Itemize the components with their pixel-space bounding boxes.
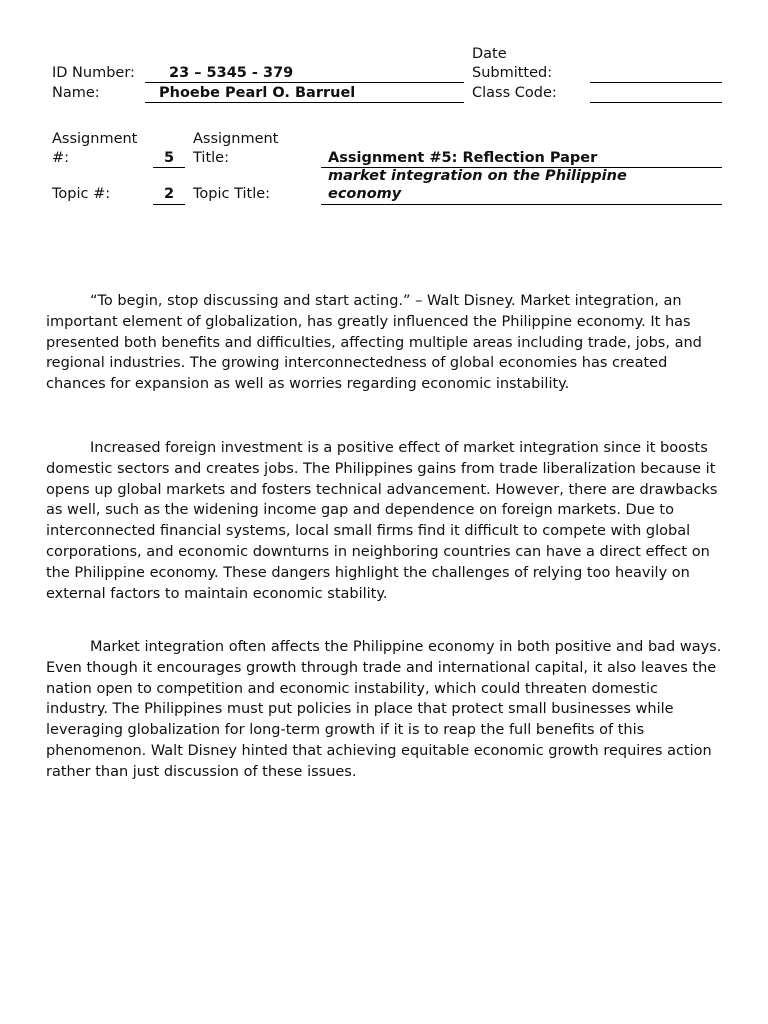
name-underline xyxy=(145,102,464,103)
body-paragraph-2: Increased foreign investment is a positive effect of market integration since it boosts domestic sectors and creates jobs. The Philippines gains from trade liberalization because it opens up global markets and fosters technical advancement. However, there are drawbacks as well, such as the widening income gap and dependence on foreign markets. Due to interconnected financial systems, local small firms find it difficult to compete with global corporations, and economic downturns in neighboring countries can have a direct effect on the Philippine economy. These dangers highlight the challenges of relying too heavily on external factors to maintain economic stability. xyxy=(46,440,718,602)
class-code-underline xyxy=(590,102,722,103)
assignment-title-value: Assignment #5: Reflection Paper xyxy=(328,150,598,166)
assignment-number-label-line-1: Assignment xyxy=(52,131,138,147)
topic-title-value xyxy=(328,167,627,203)
date-label-line-2: Submitted: xyxy=(472,65,553,81)
assignment-number-label-line-2: #: xyxy=(52,150,70,166)
topic-title-underline xyxy=(321,204,722,205)
assignment-title-label-line-2: Title: xyxy=(193,150,229,166)
name-value: Phoebe Pearl O. Barruel xyxy=(159,85,356,101)
id-number-underline xyxy=(145,82,464,83)
date-submitted-underline xyxy=(590,82,722,83)
assignment-title-label xyxy=(193,130,278,168)
topic-title-line-1: market integration on the Philippine xyxy=(328,168,627,184)
assignment-title-label-line-1: Assignment xyxy=(193,131,279,147)
topic-number-value: 2 xyxy=(163,186,175,202)
topic-title-label: Topic Title: xyxy=(193,186,271,202)
body-paragraph-1: “To begin, stop discussing and start acting.” – Walt Disney. Market integration, an important element of globalization, has greatly influenced the Philippine economy. It has presented both benefits and difficulties, affecting multiple areas including trade, jobs, and regional industries. The growing interconnectedness of global economies has created chances for expansion as well as worries regarding economic instability. xyxy=(46,293,702,393)
topic-number-underline xyxy=(153,204,185,205)
id-number-label: ID Number: xyxy=(52,65,135,81)
id-number-value: 23 – 5345 - 379 xyxy=(169,65,294,81)
class-code-label: Class Code: xyxy=(472,85,557,101)
date-label-line-1: Date xyxy=(472,46,507,62)
body-paragraph-3: Market integration often affects the Philippine economy in both positive and bad ways. Even though it encourages growth through trade and international capital, it also leaves the nation open to competition and economic instability, which could threaten domestic industry. The Philippines must put policies in place that protect small businesses while leveraging globalization for long-term growth if it is to reap the full benefits of this phenomenon. Walt Disney hinted that achieving equitable economic growth requires action rather than just discussion of these issues. xyxy=(46,639,722,780)
assignment-number-label xyxy=(52,130,137,168)
name-label: Name: xyxy=(52,85,100,101)
topic-number-label: Topic #: xyxy=(52,186,111,202)
topic-title-line-2: economy xyxy=(328,186,402,202)
assignment-number-underline xyxy=(153,167,185,168)
assignment-number-value: 5 xyxy=(163,150,175,166)
date-submitted-label xyxy=(472,45,552,83)
